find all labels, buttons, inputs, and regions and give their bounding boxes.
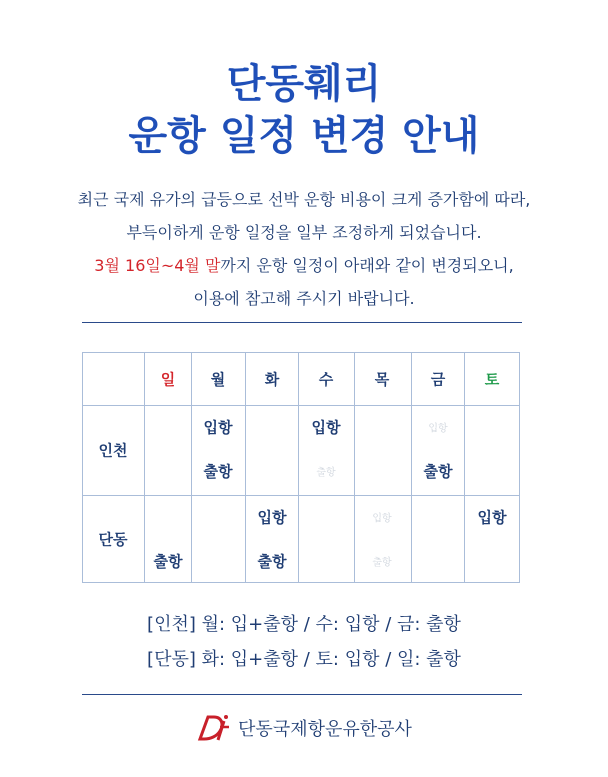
day-header-sun: 일 [160, 370, 176, 389]
day-header-tue: 화 [264, 370, 280, 389]
day-header-fri: 금 [430, 370, 446, 389]
table-col-divider [245, 353, 246, 582]
top-divider [82, 322, 522, 323]
summary-incheon: [인천] 월: 입+출항 / 수: 입항 / 금: 출항 [147, 614, 461, 635]
table-col-divider [354, 353, 355, 582]
table-col-divider [298, 353, 299, 582]
day-header-wed: 수 [318, 370, 334, 389]
dandong-tue-arrival: 입항 [257, 508, 287, 527]
table-col-divider [191, 353, 192, 582]
bottom-divider [82, 694, 522, 695]
day-header-sat: 토 [484, 370, 500, 389]
notice-title-line2: 운항 일정 변경 안내 [128, 113, 480, 159]
incheon-mon-arrival: 입항 [203, 418, 233, 437]
incheon-fri-arrival-faded: 입항 [428, 423, 448, 435]
intro-text [0, 183, 608, 315]
intro-line-1: 최근 국제 유가의 급등으로 선박 운항 비용이 크게 증가함에 따라, [77, 190, 531, 209]
day-header-thu: 목 [374, 370, 390, 389]
incheon-mon-departure: 출항 [203, 462, 233, 481]
incheon-fri-departure: 출항 [423, 462, 453, 481]
df-logo-icon [196, 713, 230, 743]
table-row-divider [83, 405, 519, 406]
row-label-dandong: 단동 [98, 530, 128, 549]
intro-line-3 [0, 249, 608, 282]
incheon-wed-departure-faded: 출항 [316, 467, 336, 479]
schedule-table [82, 352, 520, 583]
intro-line-2: 부득이하게 운항 일정을 일부 조정하게 되었습니다. [126, 223, 482, 242]
dandong-thu-departure-faded: 출항 [372, 557, 392, 569]
day-header-mon: 월 [210, 370, 226, 389]
dandong-sat-arrival: 입항 [477, 508, 507, 527]
table-col-divider [464, 353, 465, 582]
dandong-sun-departure: 출항 [153, 552, 183, 571]
dandong-tue-departure: 출항 [257, 552, 287, 571]
intro-line-3-rest: 까지 운항 일정이 아래와 같이 변경되오니, [220, 256, 514, 275]
intro-line-4: 이용에 참고해 주시기 바랍니다. [193, 289, 415, 308]
organization-name: 단동국제항운유한공사 [238, 719, 412, 740]
table-row-divider [83, 495, 519, 496]
table-col-divider [144, 353, 145, 582]
incheon-wed-arrival: 입항 [311, 418, 341, 437]
dandong-thu-arrival-faded: 입항 [372, 513, 392, 525]
row-label-incheon: 인천 [98, 441, 128, 460]
summary-dandong: [단동] 화: 입+출항 / 토: 입항 / 일: 출항 [147, 649, 461, 670]
date-range-highlight: 3월 16일~4월 말 [94, 256, 221, 275]
table-col-divider [411, 353, 412, 582]
footer [0, 708, 608, 748]
notice-title-line1: 단동훼리 [226, 61, 382, 107]
